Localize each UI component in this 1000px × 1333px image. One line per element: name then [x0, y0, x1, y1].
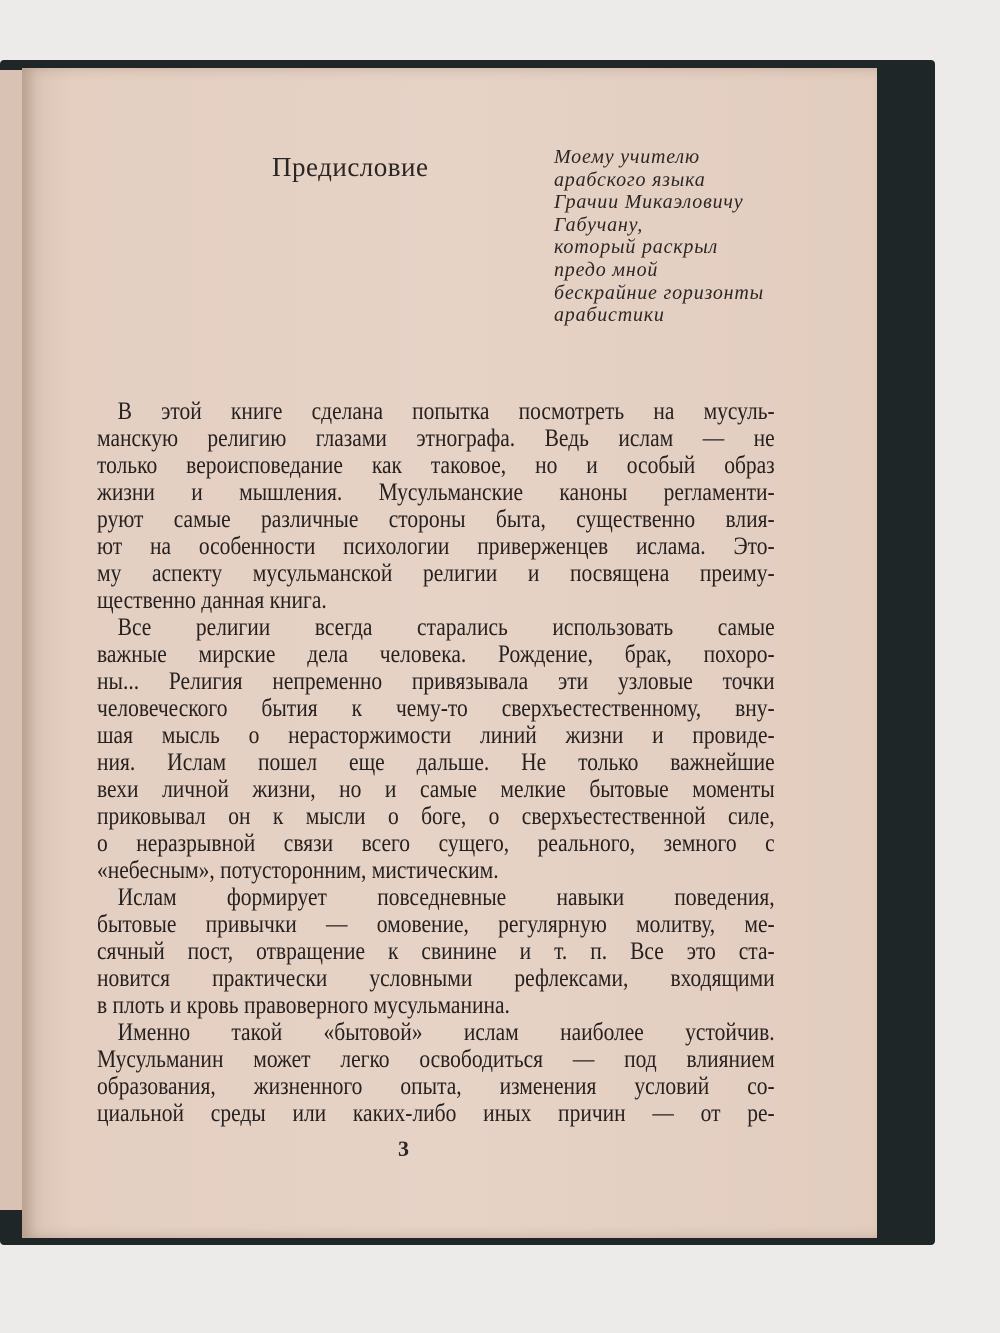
- text-line: Ислам формирует повседневные навыки поведения,: [117, 884, 775, 911]
- text-line: только вероисповедание как таковое, но и особый образ: [97, 452, 775, 479]
- text-line: щественно данная книга.: [97, 587, 327, 614]
- text-line: сячный пост, отвращение к свинине и т. п. Все это ста-: [97, 938, 775, 965]
- text-line: бытовые привычки — омовение, регулярную молитву, ме-: [97, 911, 775, 938]
- text-line: жизни и мышления. Мусульманские каноны регламенти-: [97, 479, 775, 506]
- text-line: В этой книге сделана попытка посмотреть на мусуль-: [117, 398, 775, 425]
- epigraph-line: Грачии Микаэловичу: [554, 191, 744, 214]
- text-line: образования, жизненного опыта, изменения условий со-: [97, 1073, 775, 1100]
- body-text: [97, 398, 775, 1127]
- epigraph: [554, 146, 764, 327]
- text-line: человеческого бытия к чему-то сверхъестественному, вну-: [97, 695, 775, 722]
- text-line: Мусульманин может легко освободиться — под влиянием: [97, 1046, 775, 1073]
- book-page: [22, 68, 877, 1238]
- text-line: ны... Религия непременно привязывала эти узловые точки: [97, 668, 775, 695]
- text-line: приковывал он к мысли о боге, о сверхъестественной силе,: [97, 803, 775, 830]
- text-line: вехи личной жизни, но и самые мелкие бытовые моменты: [97, 776, 775, 803]
- text-line: Все религии всегда старались использовать самые: [117, 614, 775, 641]
- text-line: ют на особенности психологии приверженцев ислама. Это-: [97, 533, 775, 560]
- text-line: му аспекту мусульманской религии и посвящена преиму-: [97, 560, 775, 587]
- text-line: в плоть и кровь правоверного мусульманина.: [97, 992, 510, 1019]
- text-line: новится практически условными рефлексами, входящими: [97, 965, 775, 992]
- text-line: о неразрывной связи всего сущего, реального, земного с: [97, 830, 775, 857]
- epigraph-line: Габучану,: [554, 213, 644, 236]
- epigraph-line: арабистики: [554, 304, 665, 327]
- page-title: Предисловие: [272, 152, 429, 182]
- epigraph-line: бескрайние горизонты: [554, 281, 764, 304]
- epigraph-line: предо мной: [554, 258, 659, 281]
- text-line: манскую религию глазами этнографа. Ведь ислам — не: [97, 425, 775, 452]
- page-number: 3: [398, 1136, 409, 1161]
- text-line: циальной среды или каких-либо иных причин — от ре-: [97, 1100, 775, 1127]
- text-line: шая мысль о нерасторжимости линий жизни и провиде-: [97, 722, 775, 749]
- epigraph-line: который раскрыл: [554, 236, 719, 259]
- epigraph-line: арабского языка: [554, 168, 706, 191]
- text-line: Именно такой «бытовой» ислам наиболее устойчив.: [117, 1019, 775, 1046]
- text-line: «небесным», потусторонним, мистическим.: [97, 857, 499, 884]
- text-line: ния. Ислам пошел еще дальше. Не только важнейшие: [97, 749, 775, 776]
- text-line: важные мирские дела человека. Рождение, брак, похоро-: [97, 641, 775, 668]
- text-line: руют самые различные стороны быта, существенно влия-: [97, 506, 775, 533]
- epigraph-line: Моему учителю: [554, 146, 700, 168]
- left-page-edge: [0, 70, 24, 1210]
